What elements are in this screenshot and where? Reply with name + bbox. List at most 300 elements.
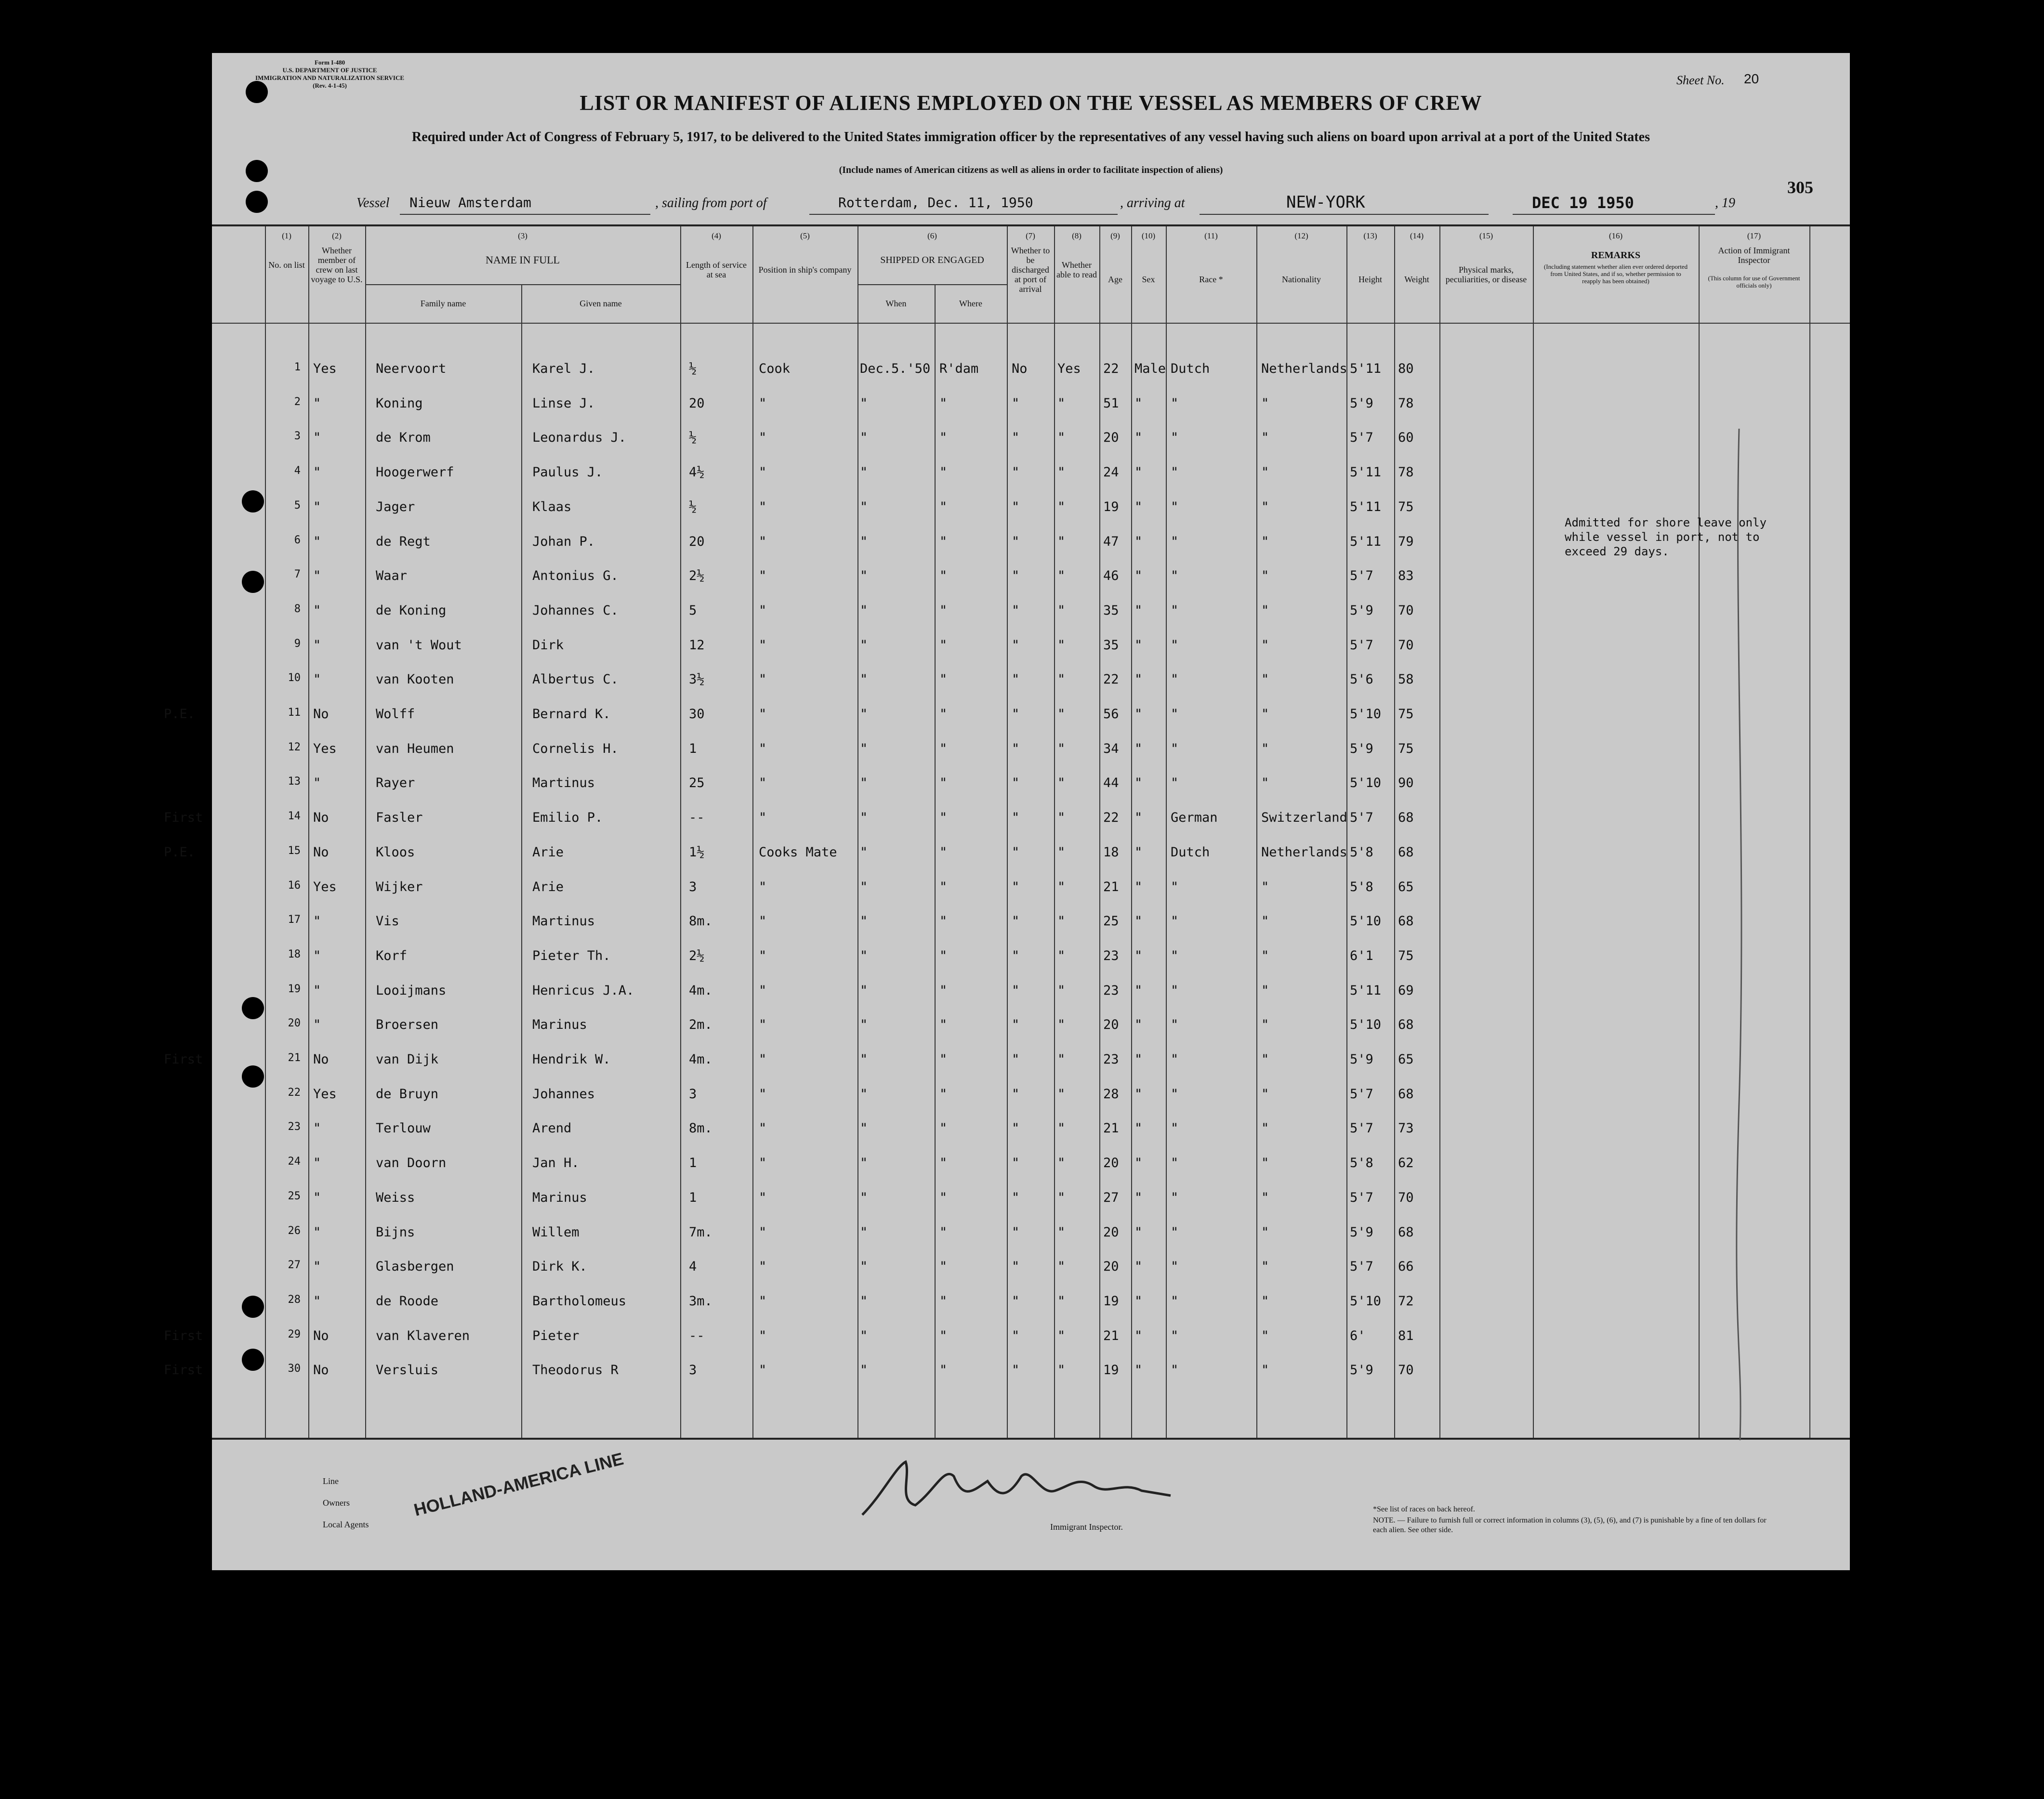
cell-when: "	[860, 1224, 868, 1240]
cell-sex: "	[1134, 1363, 1143, 1378]
cell-position: "	[759, 1224, 767, 1240]
cell-position: "	[759, 1190, 767, 1205]
cell-service: 4	[689, 1259, 697, 1274]
cell-no: 11	[288, 707, 301, 719]
cell-sex: "	[1134, 1052, 1143, 1067]
cell-position: "	[759, 672, 767, 687]
cell-when: "	[860, 465, 868, 480]
cell-age: 28	[1103, 1086, 1119, 1102]
cell-when: "	[860, 775, 868, 791]
table-row	[212, 421, 1850, 456]
cell-disch: "	[1012, 810, 1020, 826]
cell-family: Versluis	[376, 1363, 439, 1378]
cell-nat: "	[1261, 568, 1269, 584]
cell-given: Leonardus J.	[532, 430, 627, 446]
cell-weight: 68	[1398, 914, 1414, 929]
cell-nat: "	[1261, 1017, 1269, 1033]
cell-weight: 62	[1398, 1156, 1414, 1171]
cell-where: "	[939, 983, 948, 998]
cell-when: "	[860, 810, 868, 826]
cell-given: Bernard K.	[532, 707, 611, 722]
header-nationality: Nationality	[1282, 275, 1321, 284]
cell-height: 5'11	[1350, 983, 1382, 998]
cell-where: "	[939, 672, 948, 687]
cell-no: 17	[288, 914, 301, 926]
vessel-name: Nieuw Amsterdam	[409, 195, 531, 210]
cell-position: "	[759, 395, 767, 411]
cell-family: Vis	[376, 914, 399, 929]
cell-where: "	[939, 430, 948, 446]
sheet-number-label: Sheet No.	[1676, 73, 1725, 87]
cell-weight: 79	[1398, 534, 1414, 549]
cell-service: 7m.	[689, 1224, 712, 1240]
cell-given: Pieter	[532, 1328, 580, 1343]
cell-sex: "	[1134, 1224, 1143, 1240]
cell-where: "	[939, 1156, 948, 1171]
cell-when: "	[860, 1190, 868, 1205]
cell-weight: 75	[1398, 948, 1414, 963]
cell-position: "	[759, 741, 767, 756]
cell-disch: "	[1012, 1017, 1020, 1033]
cell-family: Wolff	[376, 707, 415, 722]
cell-race: "	[1171, 1363, 1179, 1378]
cell-nat: "	[1261, 707, 1269, 722]
cell-race: "	[1171, 1017, 1179, 1033]
cell-read: Yes	[1057, 361, 1081, 376]
cell-sex: "	[1134, 775, 1143, 791]
col-num: (7)	[1026, 231, 1035, 240]
year-label: , 19	[1715, 196, 1735, 210]
col-num: (15)	[1479, 231, 1493, 240]
cell-age: 24	[1103, 465, 1119, 480]
cell-age: 56	[1103, 707, 1119, 722]
cell-given: Dirk	[532, 637, 564, 653]
cell-when: "	[860, 983, 868, 998]
cell-weight: 65	[1398, 1052, 1414, 1067]
cell-prev: "	[313, 534, 321, 549]
cell-given: Johan P.	[532, 534, 595, 549]
cell-race: "	[1171, 1190, 1179, 1205]
cell-when: "	[860, 844, 868, 860]
col-num: (9)	[1110, 231, 1120, 240]
cell-prev: "	[313, 395, 321, 411]
cell-when: "	[860, 1363, 868, 1378]
cell-age: 19	[1103, 1293, 1119, 1309]
header-name-in-full: NAME IN FULL	[486, 254, 560, 266]
cell-when: "	[860, 1293, 868, 1309]
crew-table	[164, 224, 1850, 1440]
cell-race: "	[1171, 1121, 1179, 1136]
cell-nat: Netherlands	[1261, 361, 1347, 376]
cell-weight: 68	[1398, 1086, 1414, 1102]
cell-no: 10	[288, 672, 301, 684]
cell-where: "	[939, 1052, 948, 1067]
cell-height: 5'8	[1350, 1156, 1373, 1171]
cell-height: 5'10	[1350, 707, 1382, 722]
cell-no: 18	[288, 948, 301, 960]
header-position: Position in ship's company	[758, 265, 852, 275]
table-row	[212, 353, 1850, 387]
cell-read: "	[1057, 603, 1066, 618]
cell-given: Klaas	[532, 499, 572, 514]
cell-weight: 78	[1398, 395, 1414, 411]
cell-where: "	[939, 1328, 948, 1343]
cell-when: "	[860, 1259, 868, 1274]
cell-given: Jan H.	[532, 1156, 580, 1171]
header-family-name: Family name	[420, 299, 466, 308]
cell-sex: "	[1134, 1086, 1143, 1102]
cell-mark: P.E.	[164, 844, 196, 860]
cell-nat: "	[1261, 1363, 1269, 1378]
cell-prev: "	[313, 568, 321, 584]
cell-prev: "	[313, 1156, 321, 1171]
cell-sex: "	[1134, 430, 1143, 446]
stamped-page-number: 305	[1787, 178, 1813, 197]
cell-no: 4	[294, 465, 301, 477]
cell-disch: "	[1012, 1363, 1020, 1378]
header-inspector-note: (This column for use of Government officials only)	[1708, 275, 1800, 289]
cell-age: 44	[1103, 775, 1119, 791]
cell-service: 12	[689, 637, 705, 653]
cell-where: "	[939, 707, 948, 722]
cell-height: 6'1	[1350, 948, 1373, 963]
cell-weight: 70	[1398, 637, 1414, 653]
cell-weight: 68	[1398, 810, 1414, 826]
cell-sex: "	[1134, 1293, 1143, 1309]
cell-read: "	[1057, 983, 1066, 998]
cell-nat: "	[1261, 395, 1269, 411]
col-num: (16)	[1609, 231, 1623, 240]
table-row	[164, 801, 1850, 836]
cell-service: 1	[689, 741, 697, 756]
cell-no: 22	[288, 1086, 301, 1099]
cell-sex: "	[1134, 465, 1143, 480]
cell-weight: 73	[1398, 1121, 1414, 1136]
cell-family: de Roode	[376, 1293, 439, 1309]
cell-height: 5'9	[1350, 1052, 1373, 1067]
cell-no: 16	[288, 879, 301, 892]
cell-where: "	[939, 914, 948, 929]
cell-prev: No	[313, 810, 329, 826]
cell-sex: "	[1134, 741, 1143, 756]
remarks-shore-leave: Admitted for shore leave only while vessel in port, not to exceed 29 days.	[1565, 516, 1767, 558]
cell-age: 34	[1103, 741, 1119, 756]
cell-no: 14	[288, 810, 301, 823]
cell-sex: "	[1134, 568, 1143, 584]
cell-when: "	[860, 914, 868, 929]
cell-nat: "	[1261, 603, 1269, 618]
cell-read: "	[1057, 1259, 1066, 1274]
cell-disch: "	[1012, 534, 1020, 549]
cell-no: 25	[288, 1190, 301, 1202]
cell-read: "	[1057, 1224, 1066, 1240]
cell-no: 6	[294, 534, 301, 546]
cell-nat: Switzerland	[1261, 810, 1347, 826]
cell-where: "	[939, 810, 948, 826]
cell-position: "	[759, 775, 767, 791]
cell-given: Theodorus R	[532, 1363, 619, 1378]
header-length-of-service: Length of service at sea	[686, 260, 747, 279]
cell-race: "	[1171, 1086, 1179, 1102]
owners-label: Owners	[323, 1498, 350, 1508]
cell-sex: "	[1134, 672, 1143, 687]
sailing-from: Rotterdam, Dec. 11, 1950	[838, 195, 1033, 210]
cell-sex: "	[1134, 637, 1143, 653]
cell-height: 5'6	[1350, 672, 1373, 687]
cell-weight: 83	[1398, 568, 1414, 584]
cell-age: 20	[1103, 1017, 1119, 1033]
cell-height: 5'11	[1350, 465, 1382, 480]
cell-race: "	[1171, 1156, 1179, 1171]
cell-no: 26	[288, 1224, 301, 1237]
cell-service: 2½	[689, 948, 705, 963]
cell-family: Weiss	[376, 1190, 415, 1205]
cell-disch: "	[1012, 1121, 1020, 1136]
cell-race: "	[1171, 1224, 1179, 1240]
cell-race: "	[1171, 775, 1179, 791]
table-row	[212, 1147, 1850, 1182]
cell-no: 20	[288, 1017, 301, 1030]
cell-given: Arie	[532, 879, 564, 894]
cell-read: "	[1057, 844, 1066, 860]
cell-height: 5'8	[1350, 844, 1373, 860]
cell-disch: "	[1012, 983, 1020, 998]
table-row	[212, 387, 1850, 422]
cell-no: 29	[288, 1328, 301, 1340]
cell-service: ½	[689, 361, 697, 376]
penalty-note: NOTE. — Failure to furnish full or correct information in columns (3), (5), (6), and (7) is punishable by a fine of ten dollars for each alien. See other side.	[1373, 1516, 1767, 1534]
cell-age: 22	[1103, 361, 1119, 376]
cell-race: "	[1171, 465, 1179, 480]
table-row	[164, 1354, 1850, 1389]
cell-prev: Yes	[313, 879, 337, 894]
cell-disch: "	[1012, 637, 1020, 653]
table-row	[212, 871, 1850, 906]
cell-position: "	[759, 707, 767, 722]
cell-given: Linse J.	[532, 395, 595, 411]
cell-family: van Dijk	[376, 1052, 439, 1067]
cell-nat: "	[1261, 430, 1269, 446]
cell-race: "	[1171, 741, 1179, 756]
cell-height: 6'	[1350, 1328, 1366, 1343]
cell-when: "	[860, 1328, 868, 1343]
cell-family: Korf	[376, 948, 408, 963]
cell-weight: 58	[1398, 672, 1414, 687]
cell-age: 20	[1103, 430, 1119, 446]
cell-family: de Koning	[376, 603, 447, 618]
cell-read: "	[1057, 430, 1066, 446]
cell-family: Broersen	[376, 1017, 439, 1033]
header-shipped-engaged: SHIPPED OR ENGAGED	[880, 255, 984, 265]
cell-service: 4m.	[689, 983, 712, 998]
cell-nat: "	[1261, 1259, 1269, 1274]
vessel-row	[212, 193, 1850, 217]
cell-family: Koning	[376, 395, 423, 411]
cell-disch: "	[1012, 1328, 1020, 1343]
cell-no: 9	[294, 637, 301, 650]
table-row	[164, 1043, 1850, 1078]
table-row	[164, 1320, 1850, 1354]
cell-position: "	[759, 637, 767, 653]
header-weight: Weight	[1404, 275, 1429, 284]
cell-service: 3	[689, 879, 697, 894]
table-row	[164, 836, 1850, 871]
cell-race: "	[1171, 983, 1179, 998]
cell-family: Jager	[376, 499, 415, 514]
cell-disch: "	[1012, 672, 1020, 687]
cell-prev: "	[313, 983, 321, 998]
header-age: Age	[1108, 275, 1122, 284]
cell-disch: "	[1012, 430, 1020, 446]
col-num: (8)	[1072, 231, 1081, 240]
cell-nat: "	[1261, 775, 1269, 791]
cell-nat: "	[1261, 534, 1269, 549]
cell-when: "	[860, 499, 868, 514]
cell-sex: "	[1134, 844, 1143, 860]
cell-race: "	[1171, 395, 1179, 411]
cell-no: 23	[288, 1121, 301, 1133]
cell-given: Albertus C.	[532, 672, 619, 687]
cell-given: Emilio P.	[532, 810, 603, 826]
cell-prev: "	[313, 603, 321, 618]
cell-race: German	[1171, 810, 1218, 826]
cell-read: "	[1057, 637, 1066, 653]
col-num: (11)	[1204, 231, 1218, 240]
cell-age: 19	[1103, 499, 1119, 514]
cell-position: "	[759, 534, 767, 549]
table-row	[212, 594, 1850, 629]
cell-age: 23	[1103, 948, 1119, 963]
cell-when: Dec.5.'50	[860, 361, 931, 376]
cell-prev: "	[313, 1224, 321, 1240]
cell-service: ½	[689, 499, 697, 514]
cell-height: 5'11	[1350, 361, 1382, 376]
header-where: Where	[959, 299, 982, 308]
cell-prev: No	[313, 1363, 329, 1378]
cell-prev: No	[313, 1052, 329, 1067]
cell-no: 27	[288, 1259, 301, 1272]
cell-family: van Klaveren	[376, 1328, 470, 1343]
cell-nat: "	[1261, 1293, 1269, 1309]
cell-family: Bijns	[376, 1224, 415, 1240]
cell-given: Johannes	[532, 1086, 595, 1102]
cell-height: 5'9	[1350, 741, 1373, 756]
cell-age: 47	[1103, 534, 1119, 549]
local-agents-label: Local Agents	[323, 1520, 369, 1529]
cell-given: Arie	[532, 844, 564, 860]
cell-prev: "	[313, 637, 321, 653]
cell-height: 5'7	[1350, 568, 1373, 584]
cell-family: Kloos	[376, 844, 415, 860]
cell-disch: "	[1012, 741, 1020, 756]
cell-height: 5'9	[1350, 603, 1373, 618]
cell-weight: 68	[1398, 1224, 1414, 1240]
cell-weight: 81	[1398, 1328, 1414, 1343]
cell-where: "	[939, 1017, 948, 1033]
header-remarks: REMARKS	[1591, 250, 1641, 261]
table-row	[212, 1182, 1850, 1216]
cell-no: 21	[288, 1052, 301, 1064]
cell-position: "	[759, 948, 767, 963]
cell-no: 3	[294, 430, 301, 443]
cell-height: 5'10	[1350, 1293, 1382, 1309]
cell-height: 5'7	[1350, 637, 1373, 653]
cell-when: "	[860, 1156, 868, 1171]
cell-where: "	[939, 637, 948, 653]
cell-family: Wijker	[376, 879, 423, 894]
cell-nat: "	[1261, 637, 1269, 653]
cell-weight: 68	[1398, 844, 1414, 860]
cell-race: "	[1171, 948, 1179, 963]
cell-position: "	[759, 879, 767, 894]
cell-weight: 66	[1398, 1259, 1414, 1274]
cell-race: "	[1171, 879, 1179, 894]
cell-where: "	[939, 1293, 948, 1309]
cell-read: "	[1057, 1363, 1066, 1378]
cell-disch: "	[1012, 1086, 1020, 1102]
cell-disch: "	[1012, 1156, 1020, 1171]
form-line: Form I-480	[314, 59, 345, 66]
cell-position: Cooks Mate	[759, 844, 837, 860]
cell-race: "	[1171, 672, 1179, 687]
table-row	[212, 1009, 1850, 1043]
cell-when: "	[860, 534, 868, 549]
cell-given: Antonius G.	[532, 568, 619, 584]
cell-race: "	[1171, 1293, 1179, 1309]
cell-where: "	[939, 499, 948, 514]
cell-sex: "	[1134, 983, 1143, 998]
cell-no: 19	[288, 983, 301, 995]
cell-family: de Bruyn	[376, 1086, 439, 1102]
cell-prev: Yes	[313, 741, 337, 756]
cell-race: Dutch	[1171, 361, 1210, 376]
cell-prev: No	[313, 844, 329, 860]
cell-height: 5'10	[1350, 1017, 1382, 1033]
cell-when: "	[860, 568, 868, 584]
cell-where: "	[939, 948, 948, 963]
cell-weight: 75	[1398, 707, 1414, 722]
col-num: (13)	[1363, 231, 1377, 240]
cell-disch: "	[1012, 1052, 1020, 1067]
cell-disch: "	[1012, 1293, 1020, 1309]
cell-family: Looijmans	[376, 983, 447, 998]
header-discharged: Whether to be discharged at port of arrival	[1011, 246, 1050, 294]
cell-height: 5'7	[1350, 1121, 1373, 1136]
col-num: (1)	[282, 231, 291, 240]
cell-nat: "	[1261, 914, 1269, 929]
sailing-label: , sailing from port of	[655, 196, 767, 210]
cell-age: 21	[1103, 1328, 1119, 1343]
cell-given: Henricus J.A.	[532, 983, 634, 998]
cell-race: "	[1171, 1259, 1179, 1274]
cell-family: van Heumen	[376, 741, 454, 756]
cell-sex: "	[1134, 395, 1143, 411]
form-line: U.S. DEPARTMENT OF JUSTICE	[282, 66, 377, 74]
col-num: (17)	[1747, 231, 1761, 240]
cell-age: 25	[1103, 914, 1119, 929]
col-num: (6)	[927, 231, 937, 240]
cell-service: 2m.	[689, 1017, 712, 1033]
cell-race: "	[1171, 1328, 1179, 1343]
cell-mark: First	[164, 1328, 203, 1343]
table-row	[212, 905, 1850, 940]
cell-race: "	[1171, 568, 1179, 584]
cell-disch: "	[1012, 775, 1020, 791]
cell-family: Fasler	[376, 810, 423, 826]
vessel-label: Vessel	[356, 196, 390, 210]
table-row	[212, 1285, 1850, 1320]
cell-sex: "	[1134, 1259, 1143, 1274]
